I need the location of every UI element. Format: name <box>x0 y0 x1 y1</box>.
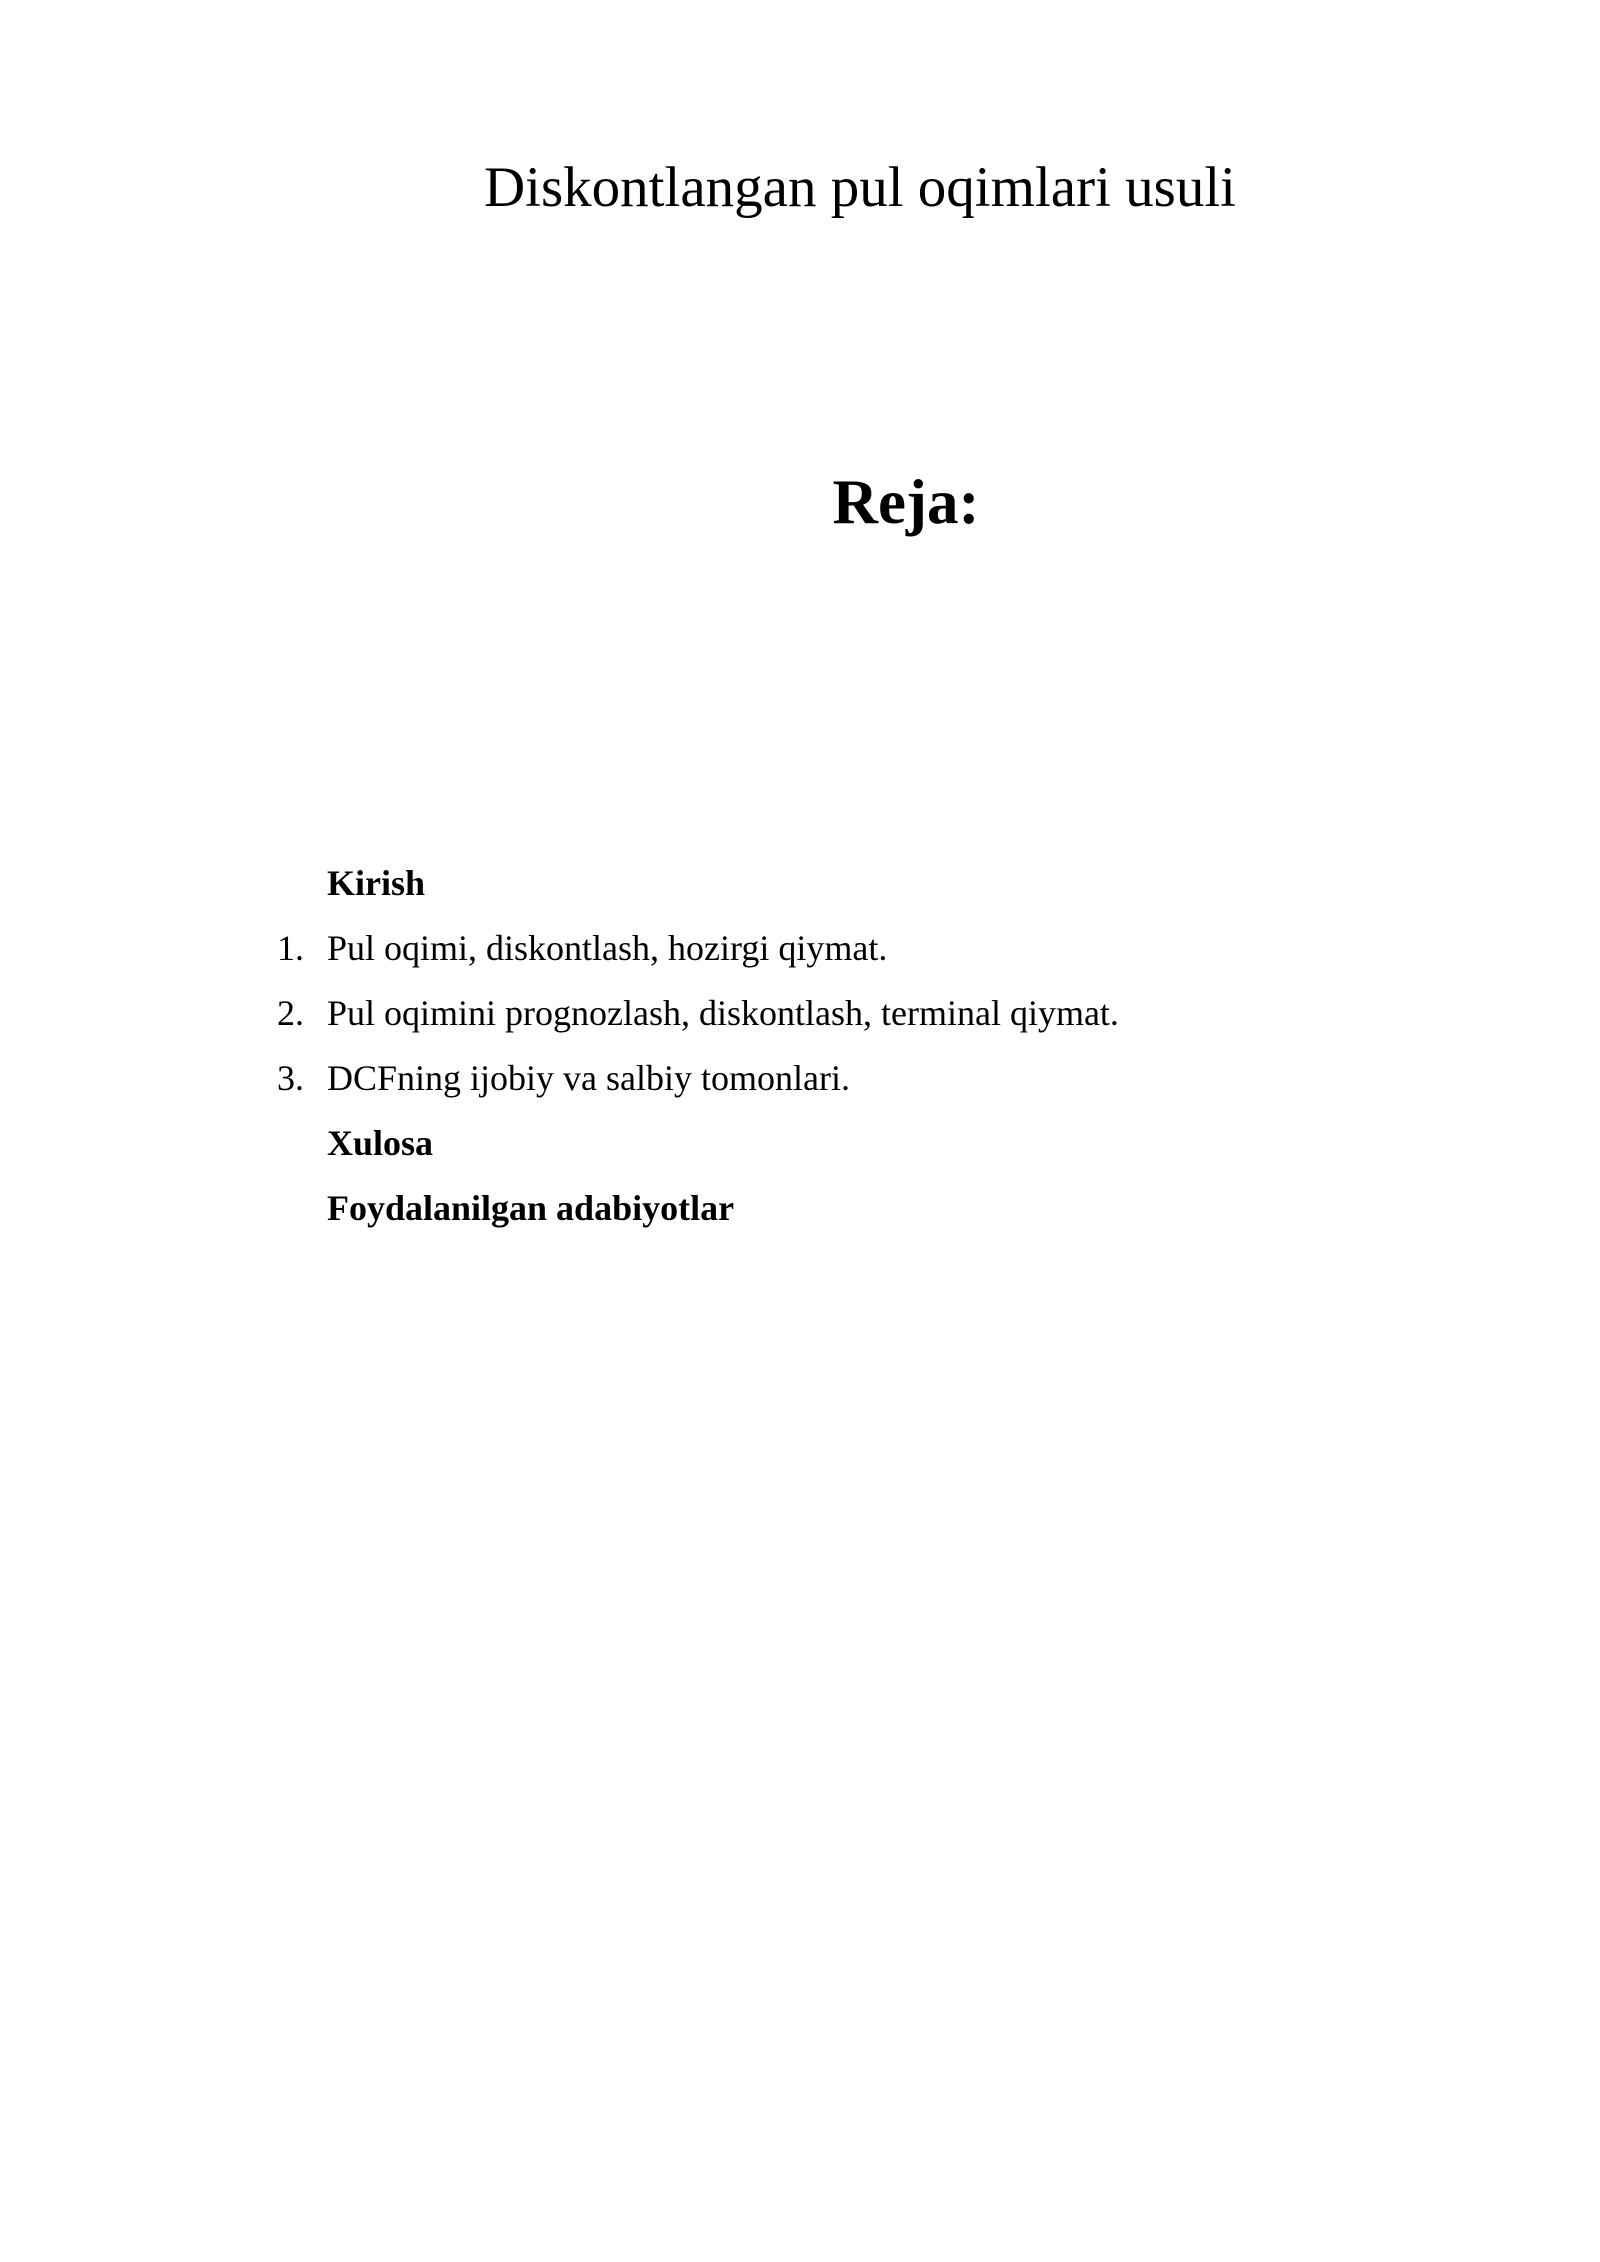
plan-item-number: 1. <box>277 928 304 968</box>
plan-item-text: Pul oqimini prognozlash, diskontlash, terminal qiymat. <box>327 993 1119 1033</box>
plan-item-number: 3. <box>277 1058 304 1098</box>
plan-item-text: Foydalanilgan adabiyotlar <box>327 1188 735 1228</box>
document-title: Diskontlangan pul oqimlari usuli <box>483 156 1237 219</box>
plan-item-text: Kirish <box>327 863 426 903</box>
plan-item-1 <box>0 920 1600 985</box>
plan-item-conclusion <box>0 1115 1600 1180</box>
plan-list <box>0 855 1600 1245</box>
plan-item-introduction <box>0 855 1600 920</box>
plan-item-text: DCFning ijobiy va salbiy tomonlari. <box>327 1058 850 1098</box>
plan-heading: Reja: <box>832 467 980 537</box>
plan-item-number: 2. <box>277 993 304 1033</box>
plan-item-3 <box>0 1050 1600 1115</box>
plan-item-2 <box>0 985 1600 1050</box>
plan-item-text: Pul oqimi, diskontlash, hozirgi qiymat. <box>327 928 888 968</box>
plan-item-text: Xulosa <box>327 1123 434 1163</box>
plan-item-references <box>0 1180 1600 1245</box>
